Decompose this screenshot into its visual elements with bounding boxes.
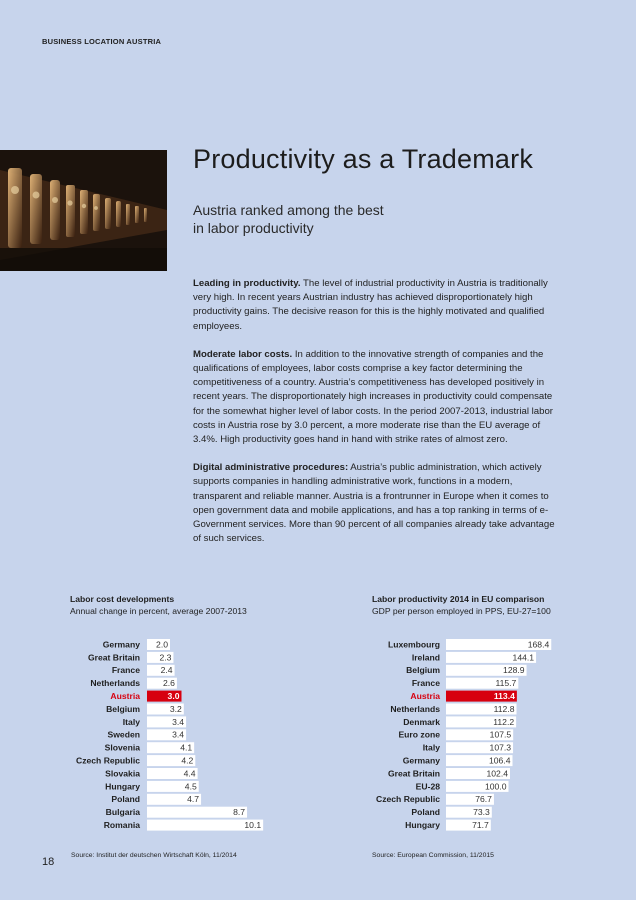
- chart-title: Labor cost developments: [70, 594, 175, 604]
- value-label: 4.5: [184, 781, 197, 792]
- value-label: 3.4: [172, 716, 185, 727]
- labor-productivity-chart-header: [372, 594, 551, 616]
- category-label: Great Britain: [87, 652, 140, 663]
- category-label: Austria: [110, 691, 140, 701]
- chart-source: Source: Institut der deutschen Wirtschaft Köln, 11/2014: [71, 852, 237, 859]
- value-label: 113.4: [493, 691, 515, 701]
- labor-productivity-chart: [318, 636, 636, 836]
- value-label: 100.0: [484, 781, 507, 792]
- paragraph-text: The level of industrial productivity in Austria is traditionally very high. In recent years Austrian industry has achieved disproportionately high productivity gains. The decisive reason for this is the highly motivated and qualified employees.: [193, 278, 548, 332]
- page-number: 18: [42, 856, 55, 868]
- value-label: 144.1: [512, 652, 535, 663]
- category-label: Germany: [102, 639, 140, 650]
- category-label: France: [111, 665, 140, 676]
- category-label: Sweden: [107, 729, 140, 740]
- category-label: Euro zone: [398, 729, 440, 740]
- category-label: Czech Republic: [376, 794, 440, 805]
- category-label: Ireland: [411, 652, 440, 663]
- chart-subtitle: GDP per person employed in PPS, EU-27=100: [372, 606, 551, 616]
- category-label: Hungary: [105, 781, 140, 792]
- section-header: BUSINESS LOCATION AUSTRIA: [42, 37, 162, 46]
- category-label: Belgium: [106, 703, 140, 714]
- value-label: 8.7: [233, 807, 246, 818]
- value-label: 112.8: [493, 703, 515, 714]
- value-label: 115.7: [495, 678, 517, 689]
- value-label: 102.4: [486, 768, 508, 779]
- category-label: Slovenia: [104, 742, 140, 753]
- value-label: 3.0: [167, 691, 180, 701]
- bar: [147, 807, 247, 818]
- labor-cost-chart-header: [70, 594, 247, 616]
- subtitle-line-2: in labor productivity: [193, 220, 314, 236]
- category-label: Netherlands: [390, 703, 440, 714]
- paragraph-digital-admin: [193, 461, 555, 546]
- value-label: 107.3: [489, 742, 512, 753]
- category-label: Great Britain: [387, 768, 440, 779]
- category-label: Italy: [122, 716, 140, 727]
- labor-cost-chart: [0, 636, 318, 836]
- category-label: Netherlands: [90, 678, 140, 689]
- value-label: 2.6: [162, 678, 175, 689]
- chart-subtitle: Annual change in percent, average 2007-2013: [70, 606, 247, 616]
- value-label: 10.1: [244, 820, 262, 830]
- paragraph-text: In addition to the innovative strength of companies and the qualifications of employees, labor costs comprise a key factor determining the competitiveness of a country. Austria’s competitiveness has developed positively in recent years. The disproportionately high increases in productivity could compensate for the somewhat higher level of labor costs. In the period 2007-2013, industrial labor costs in Austria rose by 3.0 percent, a more moderate rise than the EU average of 3.4%. High productivity goes hand in hand with strike rates of almost zero.: [193, 348, 553, 446]
- value-label: 2.3: [159, 652, 172, 663]
- value-label: 128.9: [503, 665, 525, 676]
- paragraph-productivity: [193, 277, 555, 334]
- value-label: 4.1: [180, 742, 193, 753]
- category-label: France: [411, 678, 440, 689]
- category-label: Italy: [422, 742, 440, 753]
- paragraph-lead: Digital administrative procedures:: [193, 462, 349, 474]
- page-title: Productivity as a Trademark: [193, 144, 534, 174]
- value-label: 71.7: [472, 820, 489, 830]
- value-label: 3.4: [172, 729, 185, 740]
- page-subtitle: [193, 201, 433, 237]
- article-body: [193, 277, 555, 560]
- value-label: 2.4: [160, 665, 173, 676]
- category-label: Romania: [103, 820, 140, 830]
- value-label: 107.5: [489, 729, 512, 740]
- value-label: 73.3: [473, 807, 490, 818]
- category-label: Luxembourg: [387, 639, 440, 650]
- value-label: 4.2: [181, 755, 194, 766]
- chart-title: Labor productivity 2014 in EU comparison: [372, 594, 545, 604]
- category-label: Austria: [410, 691, 440, 701]
- paragraph-lead: Leading in productivity.: [193, 278, 301, 289]
- chart-source: Source: European Commission, 11/2015: [372, 852, 494, 859]
- value-label: 2.0: [156, 639, 168, 650]
- category-label: Slovakia: [105, 768, 140, 779]
- category-label: Hungary: [405, 820, 440, 830]
- paragraph-text: Austria’s public administration, which actively supports companies in handling administrative work, functions in a modern, transparent and reliable manner. Austria is a frontrunner in Europe when it comes to open government data and mobile applications, and has a top ranking in terms of e-Government services. More than 90 percent of all companies already take advantage of such services.: [193, 462, 555, 545]
- value-label: 3.2: [169, 703, 182, 714]
- value-label: 4.4: [183, 768, 196, 779]
- value-label: 106.4: [488, 755, 511, 766]
- value-label: 168.4: [527, 639, 550, 650]
- category-label: Bulgaria: [105, 807, 140, 818]
- category-label: EU-28: [415, 781, 440, 792]
- paragraph-lead: Moderate labor costs.: [193, 348, 293, 360]
- category-label: Belgium: [406, 665, 440, 676]
- value-label: 112.2: [493, 716, 515, 727]
- paragraph-labor-costs: [193, 348, 555, 447]
- category-label: Germany: [402, 755, 440, 766]
- subtitle-line-1: Austria ranked among the best: [193, 202, 384, 218]
- value-label: 4.7: [187, 794, 200, 805]
- value-label: 76.7: [475, 794, 492, 805]
- category-label: Poland: [411, 807, 440, 818]
- category-label: Poland: [111, 794, 140, 805]
- category-label: Czech Republic: [76, 755, 140, 766]
- industrial-machinery-photo: [0, 150, 167, 271]
- category-label: Denmark: [403, 716, 440, 727]
